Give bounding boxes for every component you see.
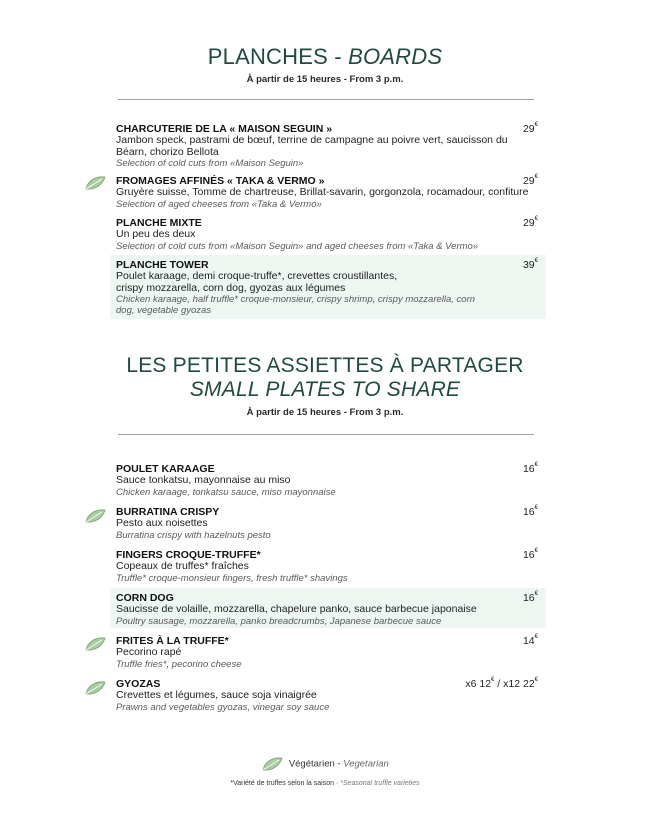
list-item [110,459,546,502]
item-desc-en: Chicken karaage, tonkatsu sauce, miso mayonnaise [116,486,336,498]
item-desc-fr: Poulet karaage, demi croque-truffe*, crevettes croustillantes, crispy mozzarella, corn dog, gyozas aux légumes [116,270,398,294]
item-desc-en: Selection of cold cuts from «Maison Seguin» and aged cheeses from «Taka & Vermo» [116,240,479,252]
boards-subtitle: À partir de 15 heures - From 3 p.m. [246,74,404,85]
vegetarian-legend: Végétarien - Vegetarian [0,756,650,772]
item-name: POULET KARAAGE [116,463,215,475]
item-desc-fr: Copeaux de truffes* fraîches [116,560,249,572]
item-desc-en: Truffle* croque-monsieur fingers, fresh truffle* shavings [116,572,348,584]
item-desc-en: Chicken karaage, half truffle* croque-monsieur, crispy shrimp, crispy mozzarella, corn dog, vegetable gyozas [116,294,476,316]
item-name: CORN DOG [116,592,174,604]
legend-fr: Végétarien [288,758,335,770]
item-desc-fr: Pecorino rapé [116,646,182,658]
item-price: 29€ [522,216,538,229]
list-item [110,171,546,214]
small-plates-title-fr: LES PETITES ASSIETTES À PARTAGER [126,354,524,377]
list-item [110,119,546,173]
item-name: FRITES À LA TRUFFE* [116,635,229,647]
item-price: 29€ [522,174,538,187]
vegetarian-leaf-icon [84,508,106,524]
item-desc-fr: Crevettes et légumes, sauce soja vinaigrée [116,689,317,701]
vegetarian-leaf-icon [84,175,106,191]
item-desc-en: Poultry sausage, mozzarella, panko breadcrumbs, Japanese barbecue sauce [116,615,442,627]
item-desc-fr: Jambon speck, pastrami de bœuf, terrine de campagne au poivre vert, saucisson du Béarn, chorizo Bellota [116,134,508,158]
footnote-fr: *Variété de truffes selon la saison [230,780,334,787]
item-desc-fr: Saucisse de volaille, mozzarella, chapelure panko, sauce barbecue japonaise [116,603,477,615]
vegetarian-leaf-icon [84,680,106,696]
item-name: FINGERS CROQUE-TRUFFE* [116,549,261,561]
item-price: 16€ [522,591,538,604]
item-price: 16€ [522,548,538,561]
list-item-highlighted [110,255,546,319]
legend-en: Vegetarian [343,758,389,770]
item-price: 14€ [522,634,538,647]
item-price: 39€ [522,258,538,271]
vegetarian-leaf-icon [261,756,283,772]
item-price: 16€ [522,462,538,475]
truffle-footnote: *Variété de truffes selon la saison · *Seasonal truffle varieties [230,780,420,787]
divider [118,99,534,100]
vegetarian-leaf-icon [84,636,106,652]
small-plates-subtitle: À partir de 15 heures - From 3 p.m. [246,407,404,418]
item-desc-en: Prawns and vegetables gyozas, vinegar soy sauce [116,701,330,713]
item-name: GYOZAS [116,678,161,690]
item-desc-fr: Gruyère suisse, Tomme de chartreuse, Brillat-savarin, gorgonzola, rocamadour, confiture [116,186,529,198]
divider [118,434,534,435]
list-item [110,502,546,545]
footnote-en: *Seasonal truffle varieties [340,780,420,787]
item-name: CHARCUTERIE DE LA « MAISON SEGUIN » [116,123,333,135]
list-item [110,674,546,717]
item-desc-fr: Pesto aux noisettes [116,517,208,529]
item-price: 29€ [522,122,538,135]
item-desc-en: Selection of aged cheeses from «Taka & Vermo» [116,198,322,210]
item-desc-en: Truffle fries*, pecorino cheese [116,658,242,670]
list-item-highlighted [110,588,546,628]
item-desc-fr: Un peu des deux [116,228,196,240]
small-plates-title-en: SMALL PLATES TO SHARE [189,378,461,401]
item-desc-en: Burratina crispy with hazelnuts pesto [116,529,271,541]
item-name: PLANCHE TOWER [116,259,209,271]
boards-title-en: BOARDS [348,44,443,69]
list-item [110,213,546,256]
item-price: 16€ [522,505,538,518]
item-price: x6 12€ / x12 22€ [465,677,538,690]
list-item [110,545,546,588]
boards-title [0,44,650,70]
item-desc-fr: Sauce tonkatsu, mayonnaise au miso [116,474,291,486]
list-item [110,631,546,674]
item-name: PLANCHE MIXTE [116,217,202,229]
item-desc-en: Selection of cold cuts from «Maison Seguin» [116,158,304,169]
item-name: BURRATINA CRISPY [116,506,220,518]
item-name: FROMAGES AFFINÉS « TAKA & VERMO » [116,175,325,187]
boards-title-fr: PLANCHES - [207,44,342,69]
